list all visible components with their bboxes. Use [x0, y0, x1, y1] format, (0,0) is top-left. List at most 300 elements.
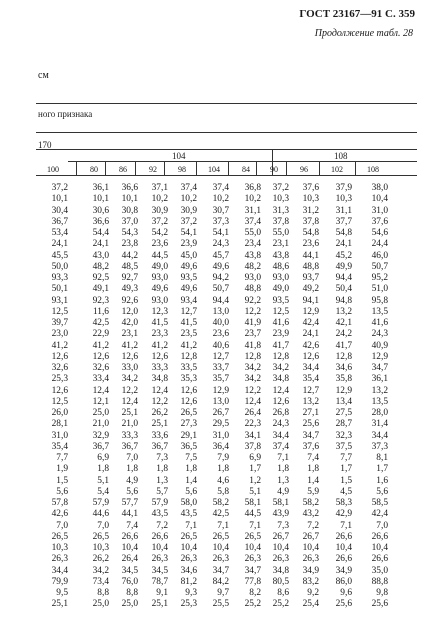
- table-cell: 12,4: [121, 396, 138, 407]
- table-cell: 33,5: [180, 363, 197, 373]
- table-cell: 54,8: [302, 228, 319, 238]
- table-cell: 34,7: [302, 430, 319, 441]
- table-cell: 1,8: [217, 464, 229, 475]
- table-cell: 10,3: [302, 194, 319, 205]
- table-cell: 42,5: [92, 318, 109, 328]
- table-cell: 34,4: [51, 565, 68, 576]
- table-cell: 37,3: [212, 216, 229, 227]
- table-cell: 22,9: [92, 329, 109, 340]
- divider: [36, 103, 417, 104]
- table-cell: 13,2: [371, 385, 388, 396]
- table-cell: 57,9: [151, 498, 168, 508]
- table-cell: 95,8: [371, 295, 388, 306]
- table-cell: 36,6: [121, 183, 138, 193]
- table-cell: 41,9: [244, 318, 261, 328]
- column-header: 104: [208, 165, 220, 174]
- table-cell: 4,6: [217, 475, 229, 486]
- table-cell: 7,1: [277, 453, 289, 463]
- table-cell: 12,2: [121, 385, 138, 396]
- table-cell: 36,1: [371, 374, 388, 385]
- table-cell: 54,1: [212, 228, 229, 238]
- column-header: 100: [47, 165, 59, 174]
- divider: [36, 175, 417, 176]
- table-cell: 1,5: [56, 475, 68, 486]
- table-cell: 12,2: [244, 306, 261, 317]
- table-cell: 35,3: [180, 374, 197, 385]
- feature-label: ного признака: [38, 109, 93, 119]
- table-cell: 7,0: [56, 520, 68, 531]
- table-cell: 27,1: [302, 408, 319, 418]
- table-cell: 26,3: [302, 554, 319, 565]
- table-cell: 4,5: [340, 486, 352, 497]
- table-cell: 5,4: [97, 486, 109, 497]
- table-cell: 7,1: [217, 520, 229, 531]
- table-cell: 31,0: [371, 205, 388, 216]
- table-cell: 1,2: [249, 475, 261, 486]
- table-cell: 23,3: [151, 329, 168, 340]
- table-cell: 24,1: [92, 239, 109, 250]
- table-cell: 6,9: [249, 453, 261, 463]
- divider: [286, 161, 287, 175]
- table-continuation-label: Продолжение табл. 28: [314, 28, 413, 39]
- table-cell: 45,0: [180, 250, 197, 261]
- table-cell: 12,2: [151, 396, 168, 407]
- table-cell: 33,6: [151, 430, 168, 441]
- table-cell: 25,5: [212, 599, 229, 610]
- table-cell: 25,1: [51, 599, 68, 610]
- table-cell: 34,2: [92, 565, 109, 576]
- table-cell: 25,4: [302, 599, 319, 610]
- table-cell: 41,6: [371, 318, 388, 328]
- table-cell: 12,4: [272, 385, 289, 396]
- table-cell: 41,2: [51, 340, 68, 351]
- table-cell: 36,7: [121, 441, 138, 452]
- table-cell: 80,5: [272, 576, 289, 587]
- table-cell: 1,4: [307, 475, 319, 486]
- table-cell: 24,3: [272, 419, 289, 430]
- table-cell: 58,3: [335, 498, 352, 508]
- column-header: 84: [242, 165, 250, 174]
- table-cell: 37,4: [244, 216, 261, 227]
- table-cell: 31,1: [244, 205, 261, 216]
- table-cell: 42,6: [302, 340, 319, 351]
- table-cell: 8,1: [376, 453, 388, 463]
- divider: [68, 161, 417, 162]
- table-cell: 13,5: [371, 396, 388, 407]
- table-cell: 94,8: [335, 295, 352, 306]
- table-cell: 26,6: [151, 531, 168, 542]
- table-cell: 34,2: [244, 374, 261, 385]
- table-cell: 12,8: [272, 351, 289, 362]
- table-cell: 13,5: [371, 306, 388, 317]
- table-cell: 25,1: [151, 419, 168, 430]
- table-column: [289, 183, 319, 611]
- table-cell: 49,2: [302, 284, 319, 295]
- table-cell: 36,7: [151, 441, 168, 452]
- table-cell: 7,0: [126, 453, 138, 463]
- table-cell: 86,0: [335, 576, 352, 587]
- table-cell: 26,6: [121, 531, 138, 542]
- table-cell: 92,6: [121, 295, 138, 306]
- table-cell: 7,7: [56, 453, 68, 463]
- table-cell: 34,8: [151, 374, 168, 385]
- column-header: 86: [119, 165, 127, 174]
- table-cell: 42,6: [51, 509, 68, 520]
- table-cell: 8,2: [249, 588, 261, 598]
- table-cell: 36,7: [51, 216, 68, 227]
- table-cell: 41,5: [151, 318, 168, 328]
- table-cell: 43,0: [92, 250, 109, 261]
- table-cell: 1,8: [97, 464, 109, 475]
- table-cell: 40,6: [212, 340, 229, 351]
- divider: [105, 161, 106, 175]
- column-header: 102: [331, 165, 343, 174]
- table-cell: 57,9: [92, 498, 109, 508]
- table-cell: 5,9: [307, 486, 319, 497]
- table-cell: 9,6: [340, 588, 352, 598]
- table-cell: 29,5: [212, 419, 229, 430]
- table-cell: 50,7: [371, 261, 388, 272]
- table-cell: 37,2: [51, 183, 68, 193]
- table-cell: 31,1: [335, 205, 352, 216]
- table-cell: 24,1: [302, 329, 319, 340]
- table-cell: 49,3: [121, 284, 138, 295]
- table-cell: 12,6: [180, 385, 197, 396]
- table-cell: 1,8: [185, 464, 197, 475]
- divider: [256, 161, 257, 175]
- table-cell: 26,7: [302, 531, 319, 542]
- table-cell: 92,2: [244, 295, 261, 306]
- table-cell: 24,2: [335, 329, 352, 340]
- table-cell: 58,1: [244, 498, 261, 508]
- table-cell: 24,3: [371, 329, 388, 340]
- table-cell: 26,2: [92, 554, 109, 565]
- table-cell: 51,0: [371, 284, 388, 295]
- table-cell: 36,5: [180, 441, 197, 452]
- table-cell: 40,0: [212, 318, 229, 328]
- table-cell: 34,2: [244, 363, 261, 373]
- table-cell: 26,5: [212, 531, 229, 542]
- table-cell: 26,5: [51, 531, 68, 542]
- table-cell: 44,5: [244, 509, 261, 520]
- table-cell: 10,4: [302, 543, 319, 553]
- table-cell: 1,8: [307, 464, 319, 475]
- table-cell: 26,3: [272, 554, 289, 565]
- table-cell: 7,4: [126, 520, 138, 531]
- table-cell: 25,6: [302, 419, 319, 430]
- table-cell: 31,3: [272, 205, 289, 216]
- table-cell: 42,5: [212, 509, 229, 520]
- table-cell: 12,5: [272, 306, 289, 317]
- table-cell: 79,9: [51, 576, 68, 587]
- table-cell: 48,6: [272, 261, 289, 272]
- table-cell: 39,7: [51, 318, 68, 328]
- table-cell: 25,3: [51, 374, 68, 385]
- table-cell: 34,9: [302, 565, 319, 576]
- table-cell: 34,8: [272, 374, 289, 385]
- table-cell: 73,4: [92, 576, 109, 587]
- table-cell: 5,7: [156, 486, 168, 497]
- table-cell: 7,7: [340, 453, 352, 463]
- table-cell: 34,7: [371, 363, 388, 373]
- table-cell: 42,1: [335, 318, 352, 328]
- table-cell: 30,7: [212, 205, 229, 216]
- table-cell: 33,0: [121, 363, 138, 373]
- table-cell: 1,3: [156, 475, 168, 486]
- table-cell: 44,6: [92, 509, 109, 520]
- table-cell: 94,4: [212, 295, 229, 306]
- table-cell: 10,4: [335, 543, 352, 553]
- table-cell: 5,6: [376, 486, 388, 497]
- table-cell: 34,7: [244, 565, 261, 576]
- table-cell: 50,0: [51, 261, 68, 272]
- table-cell: 44,1: [121, 509, 138, 520]
- table-cell: 54,4: [92, 228, 109, 238]
- table-cell: 12,9: [212, 385, 229, 396]
- divider: [76, 161, 77, 175]
- table-cell: 34,4: [302, 363, 319, 373]
- group-label: 108: [334, 151, 348, 161]
- table-cell: 23,6: [212, 329, 229, 340]
- table-cell: 41,5: [180, 318, 197, 328]
- table-cell: 54,2: [151, 228, 168, 238]
- table-cell: 23,1: [121, 329, 138, 340]
- table-cell: 35,4: [51, 441, 68, 452]
- divider: [228, 161, 229, 175]
- table-cell: 1,4: [185, 475, 197, 486]
- table-cell: 12,6: [51, 351, 68, 362]
- table-cell: 43,8: [272, 250, 289, 261]
- table-cell: 12,9: [335, 385, 352, 396]
- table-cell: 1,7: [249, 464, 261, 475]
- table-cell: 4,9: [277, 486, 289, 497]
- table-cell: 26,8: [272, 408, 289, 418]
- table-cell: 32,3: [335, 430, 352, 441]
- table-column: [38, 183, 68, 611]
- table-cell: 41,8: [244, 340, 261, 351]
- table-cell: 31,0: [212, 430, 229, 441]
- table-cell: 37,8: [302, 216, 319, 227]
- table-cell: 33,4: [92, 374, 109, 385]
- table-cell: 93,4: [180, 295, 197, 306]
- table-column: [108, 183, 138, 611]
- table-cell: 1,8: [156, 464, 168, 475]
- table-cell: 37,2: [180, 216, 197, 227]
- table-cell: 41,2: [151, 340, 168, 351]
- table-cell: 13,0: [212, 396, 229, 407]
- column-header: 92: [149, 165, 157, 174]
- table-cell: 53,4: [51, 228, 68, 238]
- table-cell: 12,8: [180, 351, 197, 362]
- table-cell: 12,4: [92, 385, 109, 396]
- table-cell: 37,6: [302, 441, 319, 452]
- table-cell: 21,0: [92, 419, 109, 430]
- table-cell: 33,3: [121, 430, 138, 441]
- table-cell: 10,2: [180, 194, 197, 205]
- divider: [355, 161, 356, 175]
- table-cell: 28,7: [335, 419, 352, 430]
- table-cell: 25,3: [180, 599, 197, 610]
- table-cell: 34,2: [272, 363, 289, 373]
- table-cell: 76,0: [121, 576, 138, 587]
- table-cell: 48,2: [244, 261, 261, 272]
- table-cell: 24,1: [51, 239, 68, 250]
- table-cell: 11,6: [92, 306, 109, 317]
- table-cell: 4,9: [126, 475, 138, 486]
- table-cell: 34,7: [212, 565, 229, 576]
- table-cell: 37,0: [121, 216, 138, 227]
- table-cell: 1,6: [376, 475, 388, 486]
- table-cell: 23,5: [180, 329, 197, 340]
- table-cell: 95,2: [371, 273, 388, 283]
- table-cell: 12,4: [244, 396, 261, 407]
- table-column: [79, 183, 109, 611]
- table-cell: 24,3: [212, 239, 229, 250]
- table-cell: 93,0: [151, 273, 168, 283]
- table-column: [358, 183, 388, 611]
- table-cell: 49,1: [92, 284, 109, 295]
- table-cell: 34,6: [335, 363, 352, 373]
- table-cell: 26,3: [51, 554, 68, 565]
- table-cell: 32,6: [51, 363, 68, 373]
- table-cell: 12,3: [151, 306, 168, 317]
- table-cell: 12,6: [121, 351, 138, 362]
- table-cell: 45,7: [212, 250, 229, 261]
- table-cell: 48,8: [302, 261, 319, 272]
- table-cell: 50,7: [212, 284, 229, 295]
- table-cell: 45,5: [51, 250, 68, 261]
- table-cell: 37,2: [151, 216, 168, 227]
- table-cell: 13,2: [335, 306, 352, 317]
- table-cell: 5,6: [126, 486, 138, 497]
- table-cell: 93,3: [51, 273, 68, 283]
- table-cell: 38,0: [371, 183, 388, 193]
- table-cell: 27,5: [335, 408, 352, 418]
- table-cell: 7,1: [340, 520, 352, 531]
- table-cell: 48,8: [244, 284, 261, 295]
- column-header: 96: [300, 165, 308, 174]
- table-cell: 49,9: [335, 261, 352, 272]
- table-cell: 93,7: [302, 273, 319, 283]
- table-cell: 55,0: [244, 228, 261, 238]
- table-cell: 23,4: [244, 239, 261, 250]
- table-cell: 12,5: [51, 306, 68, 317]
- column-header: 108: [367, 165, 379, 174]
- column-header: 80: [90, 165, 98, 174]
- table-cell: 36,6: [92, 216, 109, 227]
- table-cell: 50,1: [51, 284, 68, 295]
- table-cell: 10,3: [335, 194, 352, 205]
- table-cell: 23,9: [272, 329, 289, 340]
- table-cell: 25,1: [121, 408, 138, 418]
- table-cell: 25,0: [121, 599, 138, 610]
- table-cell: 10,3: [51, 543, 68, 553]
- table-cell: 25,0: [92, 599, 109, 610]
- table-cell: 12,9: [371, 351, 388, 362]
- table-cell: 8,8: [126, 588, 138, 598]
- table-cell: 9,5: [56, 588, 68, 598]
- table-cell: 7,5: [185, 453, 197, 463]
- table-cell: 7,1: [185, 520, 197, 531]
- table-cell: 26,0: [51, 408, 68, 418]
- table-cell: 57,7: [121, 498, 138, 508]
- divider: [196, 161, 197, 175]
- table-cell: 42,4: [371, 509, 388, 520]
- table-cell: 10,1: [92, 194, 109, 205]
- table-cell: 58,2: [302, 498, 319, 508]
- table-cell: 43,5: [151, 509, 168, 520]
- table-column: [231, 183, 261, 611]
- table-cell: 12,4: [151, 385, 168, 396]
- table-cell: 26,2: [151, 408, 168, 418]
- table-cell: 8,6: [277, 588, 289, 598]
- table-cell: 33,3: [151, 363, 168, 373]
- table-cell: 10,3: [272, 194, 289, 205]
- table-cell: 9,8: [376, 588, 388, 598]
- table-cell: 23,6: [302, 239, 319, 250]
- table-cell: 29,1: [180, 430, 197, 441]
- table-cell: 58,5: [371, 498, 388, 508]
- table-cell: 93,0: [244, 273, 261, 283]
- table-cell: 34,4: [371, 430, 388, 441]
- table-cell: 49,6: [180, 284, 197, 295]
- table-cell: 37,5: [335, 441, 352, 452]
- table-cell: 30,8: [121, 205, 138, 216]
- table-cell: 81,2: [180, 576, 197, 587]
- table-cell: 10,4: [244, 543, 261, 553]
- table-cell: 83,2: [302, 576, 319, 587]
- table-cell: 49,6: [151, 284, 168, 295]
- table-cell: 22,3: [244, 419, 261, 430]
- table-cell: 24,1: [335, 239, 352, 250]
- table-cell: 57,8: [51, 498, 68, 508]
- table-cell: 23,8: [121, 239, 138, 250]
- table-cell: 12,0: [121, 306, 138, 317]
- table-cell: 12,5: [51, 396, 68, 407]
- table-cell: 10,3: [92, 543, 109, 553]
- table-cell: 84,2: [212, 576, 229, 587]
- table-cell: 32,6: [92, 363, 109, 373]
- table-cell: 33,7: [212, 363, 229, 373]
- table-cell: 54,1: [180, 228, 197, 238]
- table-cell: 93,5: [180, 273, 197, 283]
- table-cell: 25,1: [151, 599, 168, 610]
- table-cell: 10,4: [180, 543, 197, 553]
- table-cell: 37,6: [371, 216, 388, 227]
- table-cell: 7,3: [156, 453, 168, 463]
- table-cell: 34,9: [335, 565, 352, 576]
- table-cell: 37,9: [335, 183, 352, 193]
- table-cell: 42,9: [335, 509, 352, 520]
- table-cell: 26,6: [335, 531, 352, 542]
- table-cell: 34,6: [180, 565, 197, 576]
- page-header: ГОСТ 23167—91 С. 359: [299, 8, 415, 20]
- table-cell: 36,7: [92, 441, 109, 452]
- table-cell: 41,2: [121, 340, 138, 351]
- table-cell: 23,1: [272, 239, 289, 250]
- table-cell: 10,2: [244, 194, 261, 205]
- column-header: 98: [178, 165, 186, 174]
- table-cell: 5,8: [217, 486, 229, 497]
- head-value: 170: [38, 140, 52, 150]
- table-cell: 5,6: [56, 486, 68, 497]
- table-cell: 40,9: [371, 340, 388, 351]
- table-cell: 30,9: [180, 205, 197, 216]
- table-cell: 30,6: [92, 205, 109, 216]
- table-cell: 12,7: [302, 385, 319, 396]
- table-cell: 44,2: [121, 250, 138, 261]
- table-cell: 48,5: [121, 261, 138, 272]
